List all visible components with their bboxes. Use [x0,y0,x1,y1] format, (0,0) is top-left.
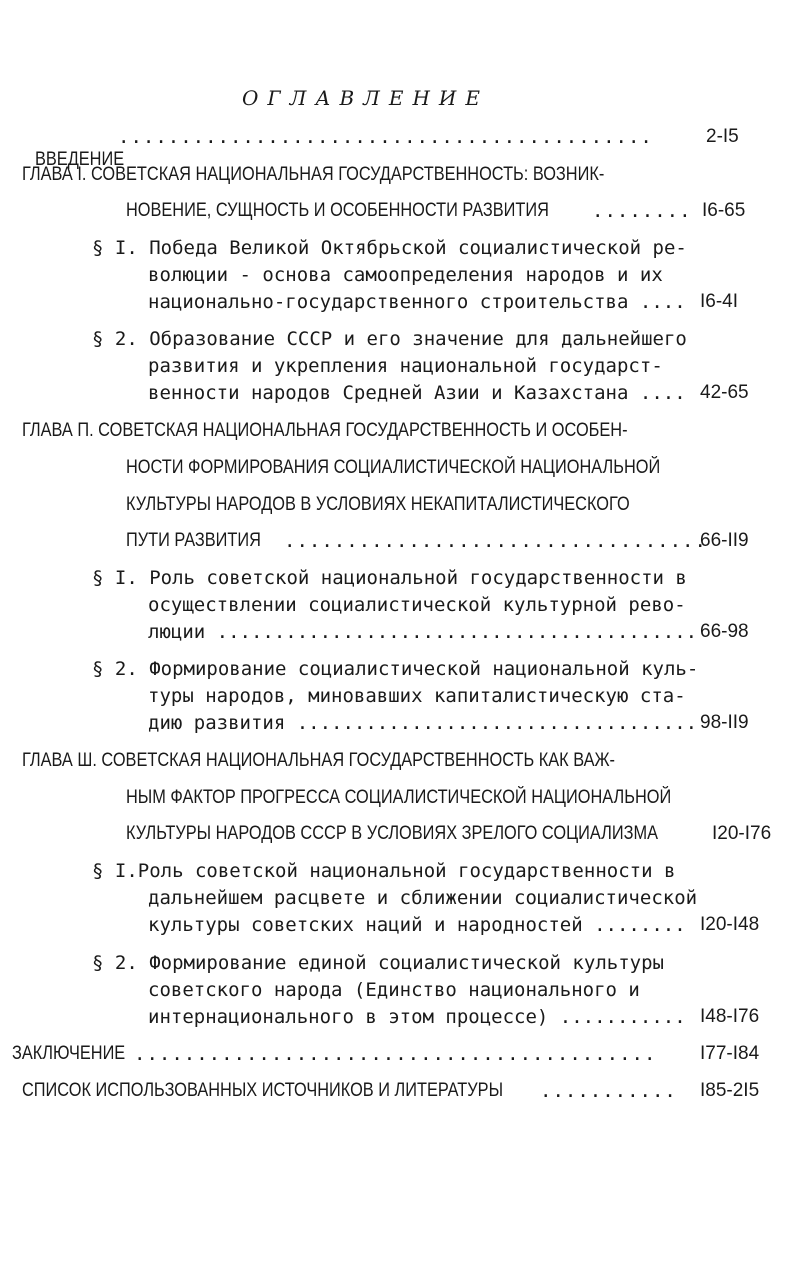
ch1-title-line2: НОВЕНИЕ, СУЩНОСТЬ И ОСОБЕННОСТИ РАЗВИТИЯ [126,200,549,221]
ch1-s2-line2: развития и укрепления национальной государст- [148,355,663,377]
ch3-s1-line3: культуры советских наций и народностей ........ [148,914,686,936]
ch3-s1-line1: § I.Роль советской национальной государственности в [92,860,676,882]
intro-title: ВВЕДЕНИЕ [34,149,124,170]
ch2-dots: .................................. [284,530,707,552]
sources-pages: I85-2I5 [700,1080,760,1101]
ch2-s1-line2: осуществлении социалистической культурной рево- [148,594,686,616]
ch2-title-line1: ГЛАВА П. СОВЕТСКАЯ НАЦИОНАЛЬНАЯ ГОСУДАРСТВЕННОСТЬ И ОСОБЕН- [22,420,628,441]
ch2-s1-line1: § I. Роль советской национальной государственности в [92,567,687,589]
ch2-s2-line2: туры народов, миновавших капиталистическую ста- [148,685,686,707]
intro-dots: ........................................... [118,126,653,148]
conclusion-dots: .......................................... [134,1043,657,1065]
ch3-title-line2: НЫМ ФАКТОР ПРОГРЕССА СОЦИАЛИСТИЧЕСКОЙ НАЦИОНАЛЬНОЙ [126,787,672,808]
ch2-pages: 66-II9 [700,530,749,551]
ch3-s2-line1: § 2. Формирование единой социалистической культуры [92,952,664,974]
sources-dots: ........... [540,1080,677,1102]
ch2-title-line3: КУЛЬТУРЫ НАРОДОВ В УСЛОВИЯХ НЕКАПИТАЛИСТИЧЕСКОГО [126,494,630,515]
ch3-pages: I20-I76 [712,823,772,844]
ch2-s2-line3: дию развития ................................... [148,712,698,734]
ch1-s2-line3: венности народов Средней Азии и Казахстана .... [148,382,686,404]
ch3-title-line3: КУЛЬТУРЫ НАРОДОВ СССР В УСЛОВИЯХ ЗРЕЛОГО СОЦИАЛИЗМА [126,823,659,844]
ch3-s2-pages: I48-I76 [700,1006,760,1027]
conclusion-pages: I77-I84 [700,1043,760,1064]
ch1-pages: I6-65 [702,200,746,221]
intro-pages: 2-I5 [706,126,739,147]
ch3-s2-line3: интернационального в этом процессе) ........... [148,1006,686,1028]
ch1-s1-line2: волюции - основа самоопределения народов и их [148,264,663,286]
ch3-title-line1: ГЛАВА Ш. СОВЕТСКАЯ НАЦИОНАЛЬНАЯ ГОСУДАРСТВЕННОСТЬ КАК ВАЖ- [22,750,616,771]
ch1-s2-line1: § 2. Образование СССР и его значение для дальнейшего [92,328,687,350]
ch1-title-line1: ГЛАВА I. СОВЕТСКАЯ НАЦИОНАЛЬНАЯ ГОСУДАРСТВЕННОСТЬ: ВОЗНИК- [22,164,605,185]
ch2-s2-pages: 98-II9 [700,712,749,733]
ch1-s1-line3: национально-государственного строительства .... [148,291,686,313]
ch1-s1-pages: I6-4I [700,291,739,312]
ch2-title-line2: НОСТИ ФОРМИРОВАНИЯ СОЦИАЛИСТИЧЕСКОЙ НАЦИОНАЛЬНОЙ [126,457,661,478]
ch1-s1-line1: § I. Победа Великой Октябрьской социалистической ре- [92,237,687,259]
ch2-s2-line1: § 2. Формирование социалистической национальной куль- [92,658,699,680]
ch3-s1-pages: I20-I48 [700,914,760,935]
ch3-s1-line2: дальнейшем расцвете и сближении социалистической [148,887,698,909]
toc-heading: ОГЛАВЛЕНИЕ [242,86,489,110]
sources-title: СПИСОК ИСПОЛЬЗОВАННЫХ ИСТОЧНИКОВ И ЛИТЕРАТУРЫ [22,1080,504,1101]
ch2-s1-pages: 66-98 [700,621,749,642]
ch1-dots: ........ [592,200,692,222]
ch3-s2-line2: советского народа (Единство национального и [148,979,640,1001]
ch1-s2-pages: 42-65 [700,382,749,403]
ch2-title-line4: ПУТИ РАЗВИТИЯ [126,530,261,551]
ch2-s1-line3: люции .......................................... [148,621,698,643]
conclusion-title: ЗАКЛЮЧЕНИЕ [12,1043,126,1064]
